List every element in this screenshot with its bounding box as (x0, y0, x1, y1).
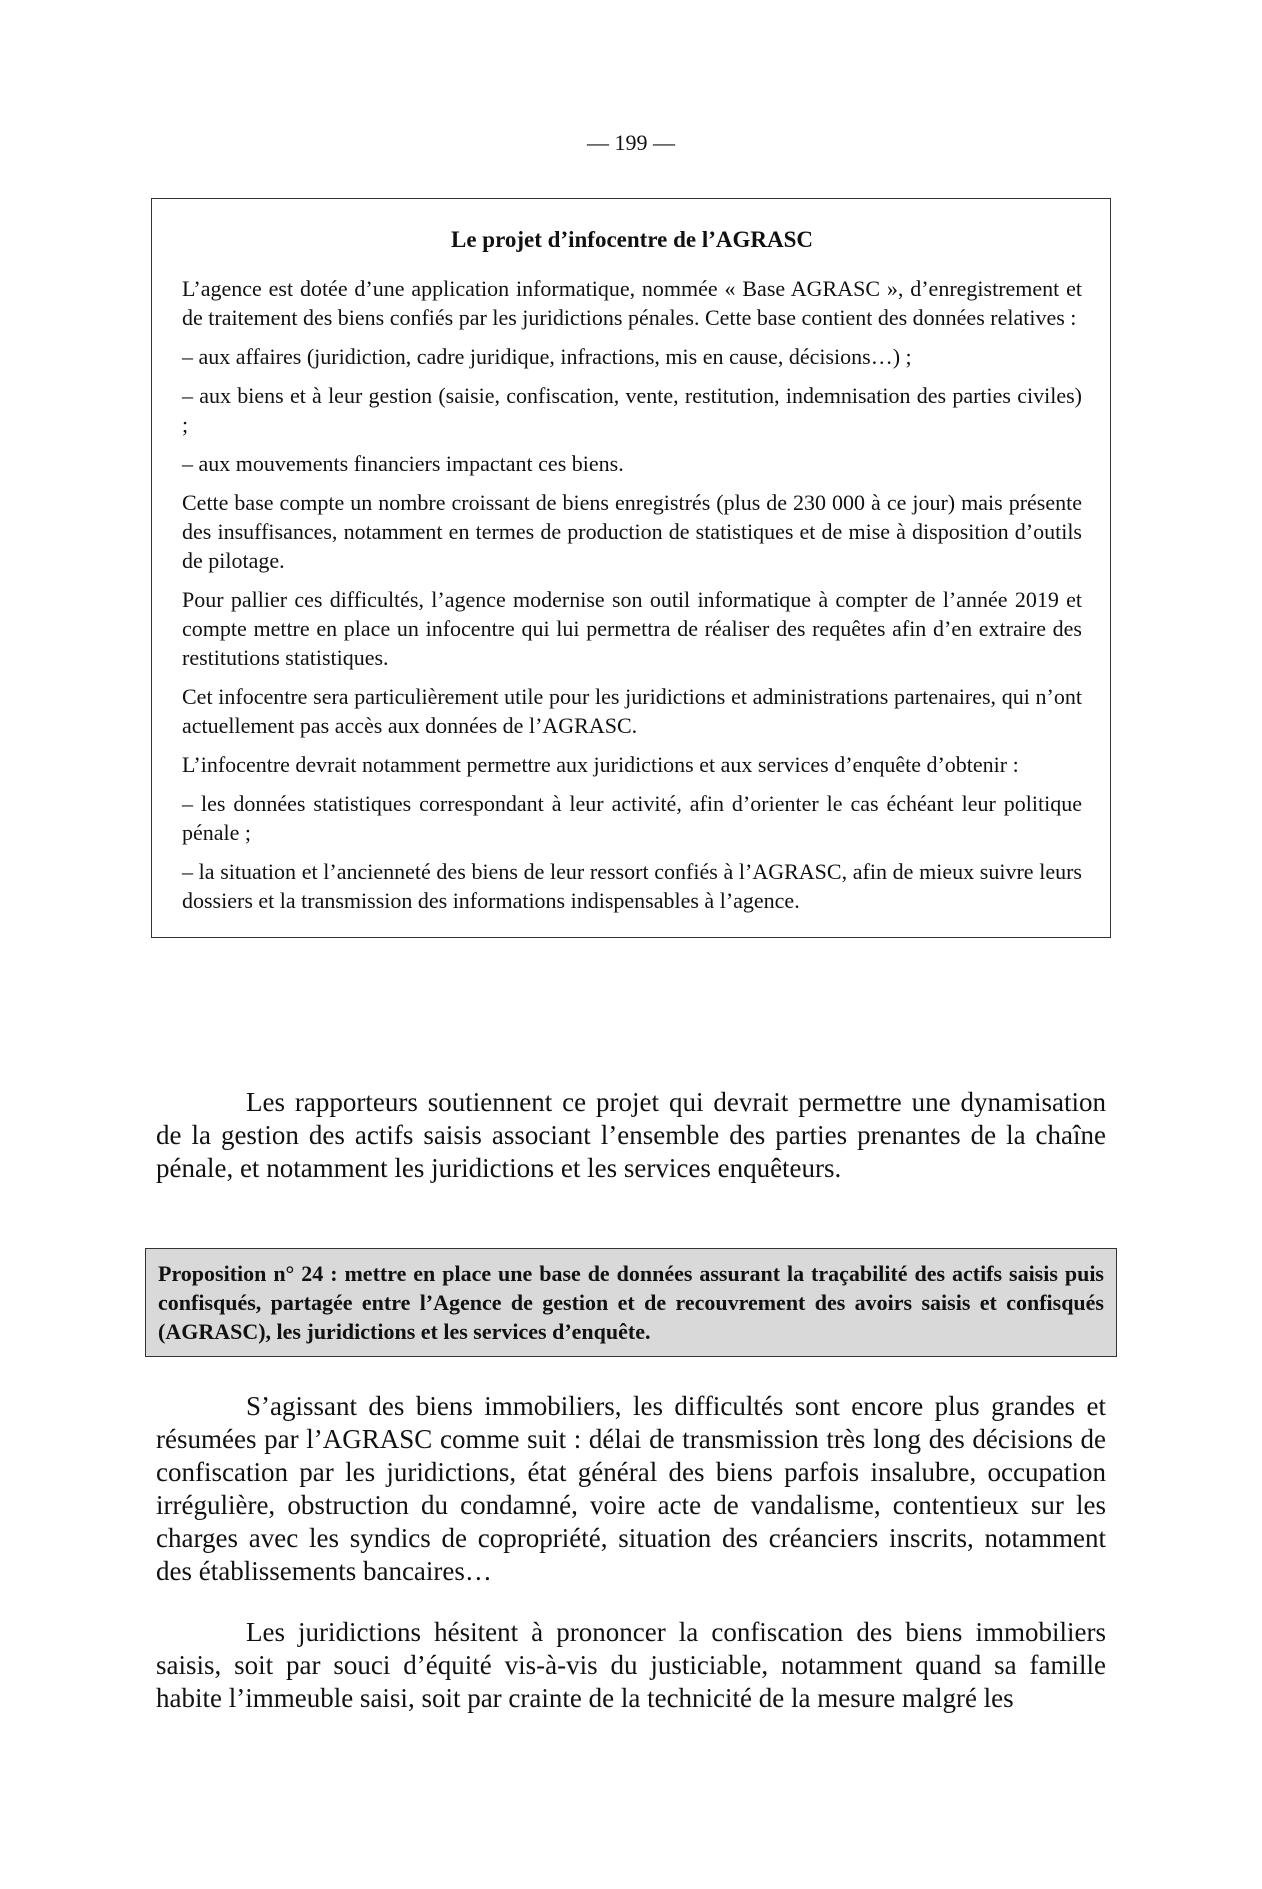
box-list-item: – la situation et l’ancienneté des biens de leur ressort confiés à l’AGRASC, afin de mieux suivre leurs dossiers et la transmission des informations indispensables à l’agence. (182, 859, 1082, 913)
box-paragraph: L’infocentre devrait notamment permettre aux juridictions et aux services d’enquête d’obtenir : (182, 752, 1019, 777)
proposal-box: Proposition n° 24 : mettre en place une base de données assurant la traçabilité des actifs saisis puis confisqués, partagée entre l’Agence de gestion et de recouvrement des avoirs saisis et confisqués (AGRASC), les juridictions et les services d’enquête. (145, 1248, 1117, 1357)
box-list-item: – aux affaires (juridiction, cadre juridique, infractions, mis en cause, décisions…) ; (182, 344, 912, 369)
body-paragraph-juridictions: Les juridictions hésitent à prononcer la confiscation des biens immobiliers saisis, soit par souci d’équité vis-à-vis du justiciable, notamment quand sa famille habite l’immeuble saisi, soit par crainte de la technicité de la mesure malgré les (156, 1617, 1106, 1713)
box-title: Le projet d’infocentre de l’AGRASC (451, 227, 813, 252)
box-list-item: – aux biens et à leur gestion (saisie, confiscation, vente, restitution, indemnisation des parties civiles) ; (182, 383, 1082, 437)
box-paragraph: Pour pallier ces difficultés, l’agence modernise son outil informatique à compter de l’année 2019 et compte mettre en place un infocentre qui lui permettra de réaliser des requêtes afin d’en extraire des restitutions statistiques. (182, 587, 1082, 670)
body-paragraph-immobiliers: S’agissant des biens immobiliers, les difficultés sont encore plus grandes et résumées par l’AGRASC comme suit : délai de transmission très long des décisions de confiscation par les juridictions, état général des biens parfois insalubre, occupation irrégulière, obstruction du condamné, voire acte de vandalisme, contentieux sur les charges avec les syndics de copropriété, situation des créanciers inscrits, notamment des établissements bancaires… (156, 1391, 1106, 1586)
box-list-item: – aux mouvements financiers impactant ces biens. (182, 451, 624, 476)
box-paragraph: Cette base compte un nombre croissant de biens enregistrés (plus de 230 000 à ce jour) mais présente des insuffisances, notamment en termes de production de statistiques et de mise à disposition d’outils de pilotage. (182, 490, 1082, 573)
box-paragraph: L’agence est dotée d’une application informatique, nommée « Base AGRASC », d’enregistrement et de traitement des biens confiés par les juridictions pénales. Cette base contient des données relatives : (182, 276, 1082, 330)
box-paragraph: Cet infocentre sera particulièrement utile pour les juridictions et administrations partenaires, qui n’ont actuellement pas accès aux données de l’AGRASC. (182, 684, 1082, 738)
page-number: — 199 — (587, 130, 675, 155)
body-paragraph-rapporteurs: Les rapporteurs soutiennent ce projet qui devrait permettre une dynamisation de la gestion des actifs saisis associant l’ensemble des parties prenantes de la chaîne pénale, et notamment les juridictions et les services enquêteurs. (156, 1087, 1106, 1183)
infocentre-box (151, 198, 1111, 938)
box-list-item: – les données statistiques correspondant à leur activité, afin d’orienter le cas échéant leur politique pénale ; (182, 791, 1082, 845)
